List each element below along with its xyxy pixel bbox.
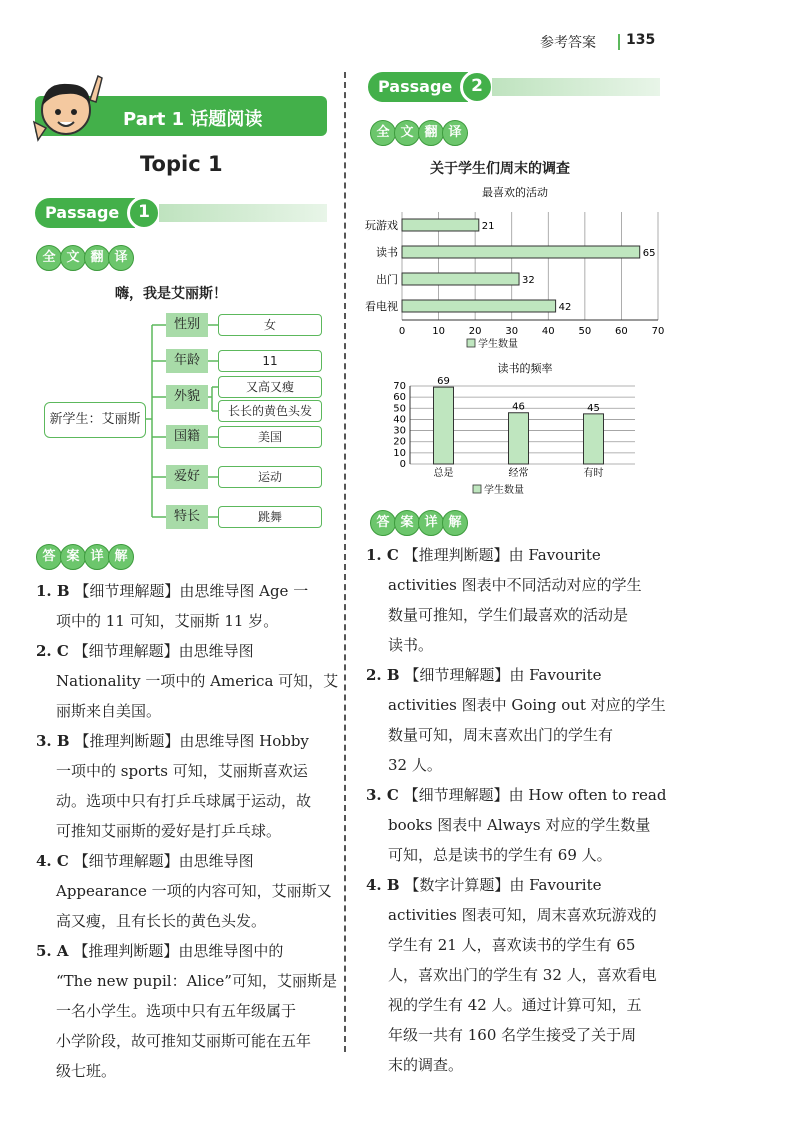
mindmap-category: 爱好 — [166, 465, 208, 489]
x-tick-label: 20 — [468, 326, 482, 337]
bar — [402, 246, 640, 258]
mindmap-value: 运动 — [218, 466, 322, 488]
x-category-label: 经常 — [508, 468, 529, 479]
y-tick-label: 70 — [393, 381, 406, 392]
bar-value-label: 69 — [437, 376, 450, 388]
mindmap-connectors — [0, 0, 340, 540]
bar-value-label: 46 — [512, 401, 525, 413]
x-category-label: 总是 — [433, 468, 454, 479]
translation-title: 嗨，我是艾丽斯！ — [115, 286, 227, 302]
bar — [402, 300, 556, 312]
answer-item: 4. C 【细节理解题】由思维导图 Appearance 一项的内容可知，艾丽斯又 高又瘦，且有长长的黄色头发。 — [36, 852, 332, 930]
legend-label: 学生数量 — [478, 339, 518, 350]
chart-title: 最喜欢的活动 — [482, 186, 548, 199]
mindmap-category: 性别 — [166, 313, 208, 337]
x-tick-label: 70 — [651, 326, 665, 337]
x-tick-label: 50 — [578, 326, 592, 337]
bar-value-label: 42 — [558, 302, 572, 313]
mindmap-value: 跳舞 — [218, 506, 322, 528]
x-tick-label: 0 — [398, 326, 406, 337]
answer-item: 2. B 【细节理解题】由 Favourite activities 图表中 Going out 对应的学生 数量可知，周末喜欢出门的学生有 32 人。 — [366, 666, 666, 774]
mindmap-value: 长长的黄色头发 — [218, 400, 322, 422]
topic-title: Topic 1 — [140, 152, 223, 176]
answer-item: 3. B 【推理判断题】由思维导图 Hobby 一项中的 sports 可知，艾丽斯喜欢运 动。选项中只有打乒乓球属于运动，故 可推知艾丽斯的爱好是打乒乓球。 — [36, 732, 312, 840]
y-category-label: 出门 — [376, 273, 398, 286]
answer-item: 5. A 【推理判断题】由思维导图中的 “The new pupil：Alice”可知，艾丽斯是 一名小学生。选项中只有五年级属于 小学阶段，故可推知艾丽斯可能在五年 级七班。 — [36, 942, 337, 1080]
bar — [402, 273, 519, 285]
y-tick-label: 60 — [393, 392, 406, 404]
part-label: Part 1 话题阅读 — [123, 109, 263, 130]
y-tick-label: 30 — [393, 425, 406, 437]
bar — [509, 413, 529, 464]
page-header — [540, 30, 660, 52]
mindmap-category: 国籍 — [166, 425, 208, 449]
x-tick-label: 10 — [432, 326, 445, 337]
y-tick-label: 10 — [393, 447, 406, 459]
legend-swatch — [473, 485, 481, 493]
passage-label: Passage — [45, 203, 120, 222]
answers-right — [366, 540, 666, 1080]
column-divider — [344, 72, 346, 1052]
x-tick-label: 30 — [505, 326, 519, 337]
y-tick-label: 0 — [399, 459, 406, 470]
page: 参考答案 135 Part 1 话题阅读 Topic 1 Passage 1 全 文 翻 译 嗨，我是艾丽斯！ 新学生：艾丽斯 性别 女 年龄 11 外貌 又高又瘦 长长的黄色头发 国籍 美国 爱好 运动 特长 跳舞 答 案 详 解 1. B 【细节理解题】由思维导图 Age 一 项中的 11 可知，艾丽斯 11 岁。 2. C 【细节理解题】由思维导图 Nationality 一项中的 America 可知，艾 丽斯来自美国。 3. B 【推理判断题】由思维导图 Hobby 一项中的 sports 可知，艾丽斯喜欢运 动。选项中只有打乒乓球属于运动，故 可推知艾丽斯的爱好是打乒乓球。 4. C 【细节理解题】由思维导图 Appearance 一项的内容可知，艾丽斯又 高又瘦，且有长长的黄色头发。 5. A 【推理判断题】由思维导图中的 “The new pupil：Alice”可知，艾丽斯是 一名小学生。选项中只有五年级属于 小学阶段，故可推知艾丽斯可能在五年 级七班。 Passage 2 全 文 翻 译 关于学生们周末的调查 最喜欢的活动 0 10 20 30 40 50 60 70 玩游戏 21 读书 65 出门 32 看电视 42 学生数量 读书的频率 0 10 20 30 40 50 60 70 69 总是 46 经常 45 有时 学生数量 答 案 详 解 1. C 【推理判断题】由 Favourite activities 图表中不同活动对应的学生 数量可推知，学生们最喜欢的活动是 读书。 2. B 【细节理解题】由 Favourite activities 图表中 Going out 对应的学生 数量可知，周末喜欢出门的学生有 32 人。 3. C 【细节理解题】由 How often to read books 图表中 Always 对应的学生数量 可知，总是读书的学生有 69 人。 4. B 【数字计算题】由 Favourite activities 图表可知，周末喜欢玩游戏的 学生有 21 人，喜欢读书的学生有 65 人，喜欢出门的学生有 32 人，喜欢看电 视的学生有 42 人。通过计算可知，五 年级一共有 160 名学生接受了关于周 末的调查。 — [0, 0, 800, 1132]
answer-item: 2. C 【细节理解题】由思维导图 Nationality 一项中的 America 可知，艾 丽斯来自美国。 — [36, 642, 339, 720]
mindmap-value: 美国 — [218, 426, 322, 448]
y-tick-label: 20 — [393, 436, 406, 448]
mindmap-category: 外貌 — [166, 385, 208, 409]
survey-title: 关于学生们周末的调查 — [430, 161, 570, 177]
answers-left — [36, 576, 339, 1086]
bar-value-label: 21 — [481, 221, 495, 232]
legend-swatch — [467, 339, 475, 347]
answer-item: 3. C 【细节理解题】由 How often to read books 图表中 Always 对应的学生数量 可知，总是读书的学生有 69 人。 — [366, 786, 667, 864]
bar — [584, 414, 604, 464]
y-category-label: 玩游戏 — [365, 219, 398, 232]
bar-value-label: 65 — [642, 248, 656, 259]
mindmap-value: 又高又瘦 — [218, 376, 322, 398]
mindmap-category: 年龄 — [166, 349, 208, 373]
answer-item: 1. C 【推理判断题】由 Favourite activities 图表中不同活动对应的学生 数量可推知，学生们最喜欢的活动是 读书。 — [366, 546, 642, 654]
page-number: 135 — [626, 32, 656, 48]
answer-item: 1. B 【细节理解题】由思维导图 Age 一 项中的 11 可知，艾丽斯 11 岁。 — [36, 582, 309, 630]
passage-number: 1 — [138, 202, 150, 222]
y-category-label: 读书 — [376, 246, 398, 259]
chart-title: 读书的频率 — [497, 362, 553, 375]
header-separator — [618, 34, 620, 50]
x-category-label: 有时 — [583, 468, 604, 479]
bar-value-label: 45 — [587, 402, 600, 414]
mindmap-category: 特长 — [166, 505, 208, 529]
bar — [434, 387, 454, 464]
y-category-label: 看电视 — [365, 300, 398, 313]
bar — [402, 219, 479, 231]
mindmap-value: 11 — [218, 350, 322, 372]
legend-label: 学生数量 — [484, 485, 524, 496]
bar-value-label: 32 — [522, 275, 535, 286]
passage-label: Passage — [378, 77, 453, 96]
favourite-activities-chart — [355, 182, 675, 354]
y-tick-label: 40 — [393, 414, 406, 426]
mindmap-value: 女 — [218, 314, 322, 336]
x-tick-label: 60 — [615, 326, 628, 337]
x-tick-label: 40 — [541, 326, 555, 337]
mindmap-root: 新学生：艾丽斯 — [44, 402, 146, 438]
y-tick-label: 50 — [393, 403, 406, 415]
reading-frequency-chart — [355, 358, 655, 500]
answer-item: 4. B 【数字计算题】由 Favourite activities 图表可知，周末喜欢玩游戏的 学生有 21 人，喜欢读书的学生有 65 人，喜欢出门的学生有 32 人，喜欢看电 视的学生有 42 人。通过计算可知，五 年级一共有 160 名学生接受了关于周 末的调查。 — [366, 876, 657, 1074]
passage-number: 2 — [471, 76, 483, 96]
header-title: 参考答案 — [540, 35, 596, 51]
